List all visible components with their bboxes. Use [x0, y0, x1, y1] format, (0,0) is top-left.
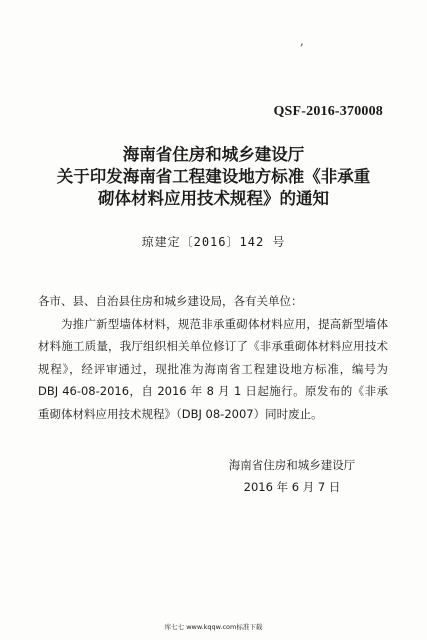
title-line-3: 砌体材料应用技术规程》的通知 — [98, 189, 329, 208]
scan-mark: , — [300, 34, 304, 48]
body-paragraph: 为推广新型墙体材料，规范非承重砌体材料应用，提高新型墙体材料施工质量，我厅组织相关单位修订了《非承重砌体材料应用技术规程》，经评审通过，现批准为海南省工程建设地方标准，编号为 DBJ 46-08-2016，自 2016 年 8 月 1 日起施行。原发布的《非承重砌体材料应用技术规程》（DBJ 08-2007）同时废止。 — [38, 316, 388, 421]
salutation: 各市、县、自治县住房和城乡建设局，各有关单位： — [38, 294, 303, 308]
footer-watermark: 库七七 www.kqqw.com标准下载 — [164, 623, 263, 631]
document-title — [0, 144, 427, 210]
title-line-2: 关于印发海南省工程建设地方标准《非承重 — [56, 167, 371, 186]
signature-organization: 海南省住房和城乡建设厅 — [228, 458, 356, 472]
title-line-1: 海南省住房和城乡建设厅 — [122, 145, 305, 164]
document-code: QSF-2016-370008 — [273, 104, 383, 119]
document-body — [38, 290, 388, 425]
signature-date: 2016 年 6 月 7 日 — [243, 480, 341, 494]
document-number: 琼建定〔2016〕142 号 — [141, 235, 286, 249]
signature-block — [217, 454, 367, 498]
